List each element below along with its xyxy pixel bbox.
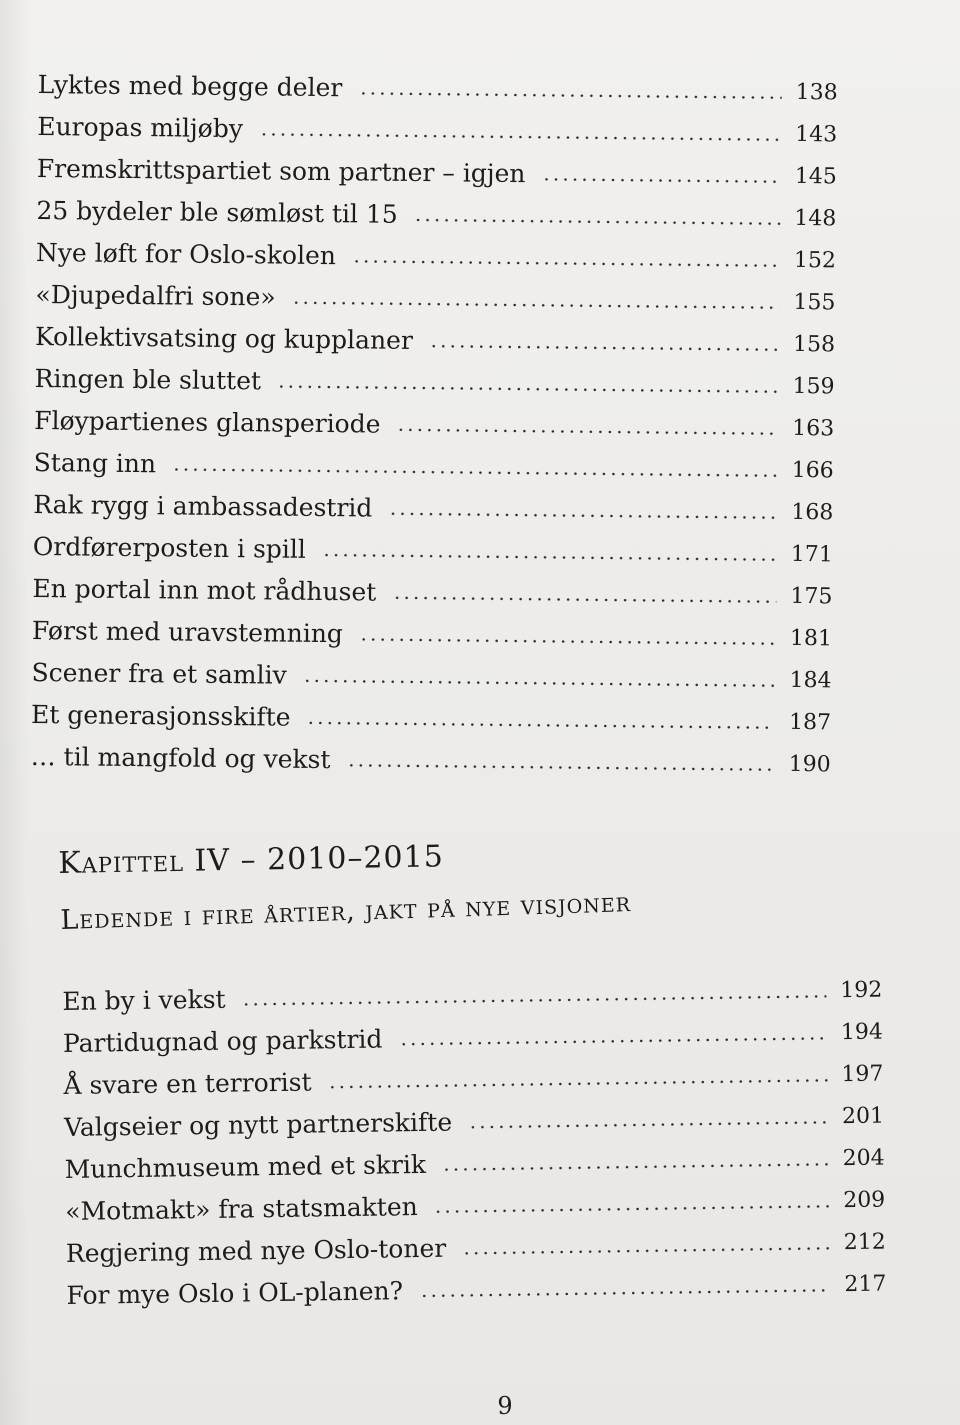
- toc-dot-leader: [392, 594, 776, 606]
- toc-entry-title: En by i vekst: [62, 984, 226, 1016]
- toc-dot-leader: [358, 89, 781, 101]
- toc-entry-title: 25 bydeler ble sømløst til 15: [36, 195, 398, 229]
- toc-dot-leader: [242, 992, 827, 1008]
- toc-entry-title: Valgseier og nytt partnerskifte: [63, 1107, 453, 1142]
- toc-entry-page: 166: [791, 457, 834, 484]
- toc-dot-leader: [388, 510, 777, 522]
- toc-entry-page: 155: [793, 289, 836, 316]
- toc-dot-leader: [434, 1202, 830, 1216]
- toc-entry-page: 143: [795, 121, 838, 148]
- toc-entry-page: 138: [795, 79, 838, 106]
- toc-dot-leader: [442, 1160, 829, 1173]
- toc-dot-leader: [398, 1034, 827, 1048]
- toc-entry-title: … til mangfold og vekst: [30, 741, 331, 775]
- toc-dot-leader: [359, 635, 776, 647]
- toc-entry-title: Ringen ble sluttet: [34, 363, 262, 396]
- toc-entry-title: Å svare en terrorist: [63, 1067, 312, 1100]
- toc-dot-leader: [303, 677, 776, 690]
- page-edge-shadow: [0, 0, 28, 1425]
- toc-entry-page: 187: [788, 709, 832, 736]
- toc-dot-leader: [468, 1118, 828, 1131]
- toc-entry-title: Scener fra et samliv: [31, 657, 287, 690]
- toc-dot-leader: [292, 299, 780, 312]
- toc-dot-leader: [352, 257, 780, 269]
- toc-entry-title: Ordførerposten i spill: [32, 531, 307, 564]
- toc-dot-leader: [462, 1244, 830, 1257]
- toc-entry-page: 204: [842, 1145, 885, 1172]
- toc-dot-leader: [172, 465, 778, 479]
- toc-entry-title: Først med uravstemning: [31, 615, 344, 649]
- toc-entry-title: Nye løft for Oslo-skolen: [35, 237, 337, 271]
- chapter-subtitle: Ledende i fire årtier, jakt på nye visjoner: [60, 887, 632, 936]
- toc-entry-title: For mye Oslo i OL-planen?: [66, 1276, 404, 1310]
- toc-entry-title: Et generasjonsskifte: [30, 699, 291, 732]
- toc-dot-leader: [541, 175, 780, 186]
- toc-entry-page: 159: [792, 373, 835, 400]
- toc-list-part1: [31, 58, 838, 780]
- toc-dot-leader: [259, 130, 781, 143]
- toc-entry-title: «Djupedalfri sone»: [35, 279, 276, 312]
- toc-dot-leader: [328, 1076, 828, 1091]
- toc-entry-page: 197: [841, 1061, 884, 1088]
- toc-entry-page: 192: [840, 977, 883, 1004]
- toc-entry-page: 181: [789, 625, 833, 652]
- toc-list-part2: [62, 964, 887, 1311]
- toc-entry-page: 212: [843, 1229, 886, 1256]
- toc-dot-leader: [322, 551, 777, 564]
- toc-entry-page: 201: [841, 1103, 885, 1130]
- toc-entry-title: Partidugnad og parkstrid: [62, 1024, 383, 1058]
- page-number: 9: [497, 1392, 513, 1420]
- toc-entry-page: 175: [790, 583, 833, 610]
- toc-entry-page: 158: [792, 331, 836, 358]
- toc-entry-title: Rak rygg i ambassadestrid: [33, 489, 373, 523]
- toc-entry-title: Kollektivsatsing og kupplaner: [34, 321, 414, 355]
- toc-entry-page: 152: [793, 247, 837, 274]
- toc-entry-title: Fløypartienes glansperiode: [34, 405, 381, 439]
- toc-entry-title: Regjering med nye Oslo-toner: [65, 1233, 447, 1268]
- toc-entry-title: En portal inn mot rådhuset: [32, 573, 377, 607]
- chapter-heading: Kapittel IV – 2010–2015: [58, 839, 445, 881]
- toc-entry-page: 217: [844, 1271, 887, 1298]
- toc-dot-leader: [419, 1286, 830, 1300]
- toc-entry-title: Munchmuseum med et skrik: [64, 1149, 427, 1184]
- toc-entry-title: Lyktes med begge deler: [37, 69, 343, 103]
- toc-entry-page: 190: [788, 751, 831, 778]
- toc-entry-page: 163: [792, 415, 835, 442]
- toc-entry: [31, 730, 831, 780]
- toc-entry-page: 209: [843, 1187, 886, 1214]
- toc-entry-page: 171: [790, 541, 833, 568]
- toc-dot-leader: [429, 342, 779, 354]
- toc-dot-leader: [346, 761, 774, 773]
- toc-entry-page: 184: [789, 667, 832, 694]
- toc-entry-page: 168: [791, 499, 834, 526]
- toc-dot-leader: [396, 426, 778, 438]
- toc-entry-title: Stang inn: [33, 447, 157, 479]
- toc-entry-title: Fremskrittspartiet som partner – igjen: [36, 153, 526, 189]
- toc-entry-page: 145: [794, 163, 837, 190]
- toc-dot-leader: [277, 383, 779, 396]
- toc-entry-title: Europas miljøby: [37, 111, 244, 144]
- toc-entry-title: «Motmakt» fra statsmakten: [65, 1192, 418, 1226]
- toc-dot-leader: [414, 216, 781, 228]
- toc-entry-page: 194: [840, 1019, 884, 1046]
- toc-dot-leader: [306, 719, 775, 732]
- toc-entry-page: 148: [794, 205, 837, 232]
